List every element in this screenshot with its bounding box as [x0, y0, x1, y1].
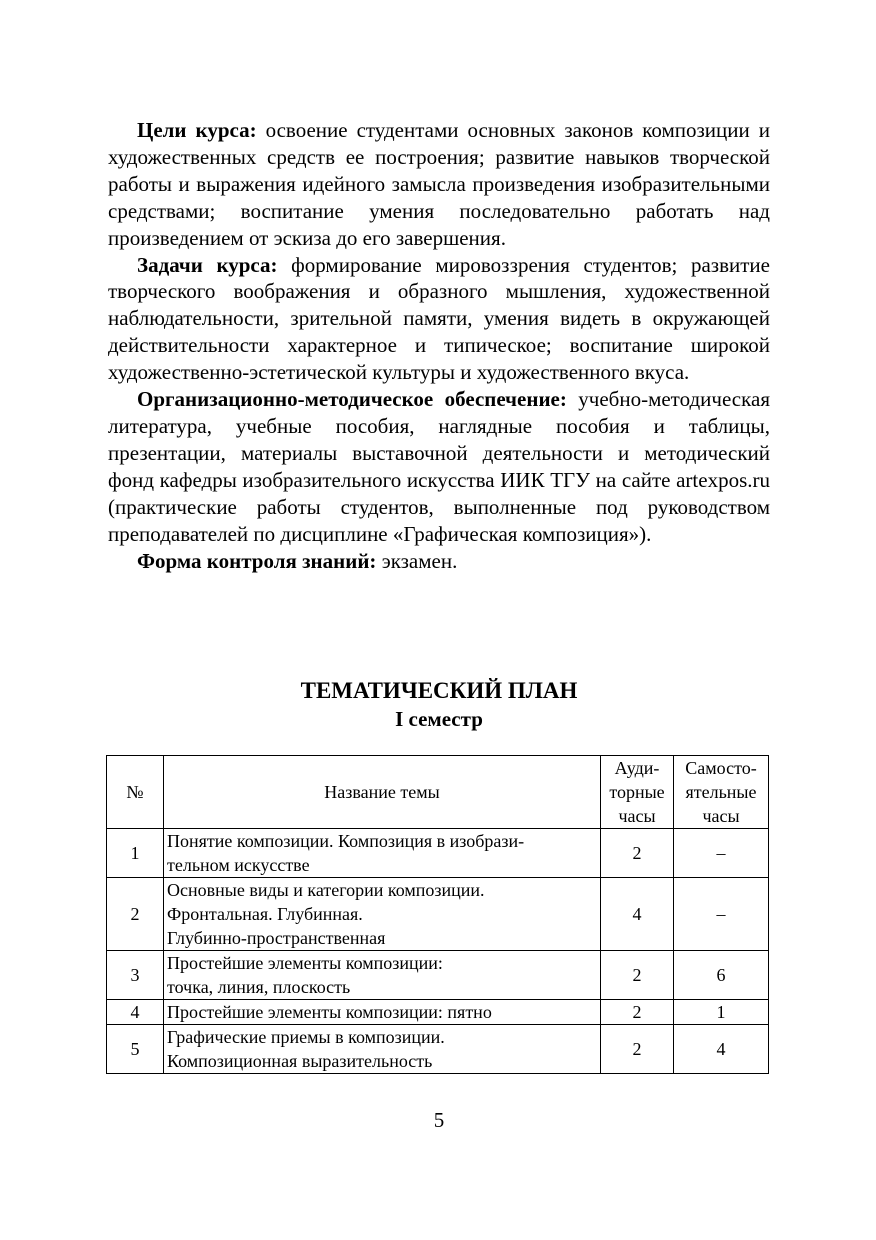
header-num: №	[107, 756, 164, 829]
goals-label: Цели курса:	[137, 118, 257, 142]
row-independent-hours: –	[674, 878, 769, 951]
table-row	[107, 1000, 769, 1025]
goals-text: освоение студентами основных законов композиции и художественных средств ее построения; развитие навыков творческой работы и выражения идейного замысла произведения изобразительными средствами; воспитание умения последовательно работать над произведением от эскиза до его завершения.	[108, 118, 770, 250]
row-topic-line: Основные виды и категории композиции.	[167, 880, 485, 900]
row-topic	[164, 951, 601, 1000]
row-topic-line: Простейшие элементы композиции:	[167, 953, 443, 973]
row-topic	[164, 829, 601, 878]
control-label: Форма контроля знаний:	[137, 548, 377, 573]
support-text: учебно-методическая литература, учебные пособия, наглядные пособия и таблицы, презентации, материалы выставочной деятельности и методический фонд кафедры изобразительного искусства ИИК ТГУ на сайте artexpos.ru (практические работы студентов, выполненные под руководством преподавателей по дисциплине «Графическая композиция»).	[108, 387, 770, 546]
table-header-row	[107, 756, 769, 829]
header-independent-hours	[674, 756, 769, 829]
row-number: 2	[107, 878, 164, 951]
row-number: 3	[107, 951, 164, 1000]
row-number: 1	[107, 829, 164, 878]
tasks-text: формирование мировоззрения студентов; развитие творческого воображения и образного мышления, художественной наблюдательности, зрительной памяти, умения видеть в окружающей действительности характерное и типическое; воспитание широкой художественно-эстетической культуры и художественного вкуса.	[108, 252, 770, 385]
course-description	[108, 117, 770, 574]
header-auditory-line-2: торные	[609, 782, 665, 802]
row-topic-line: Понятие композиции. Композиция в изобрази-	[167, 831, 525, 851]
header-topic: Название темы	[164, 756, 601, 829]
plan-title: ТЕМАТИЧЕСКИЙ ПЛАН	[300, 678, 578, 703]
paragraph-goals	[108, 117, 770, 252]
row-independent-hours: 1	[674, 1000, 769, 1025]
row-auditory-hours: 2	[601, 1000, 674, 1025]
tasks-label: Задачи курса:	[137, 252, 278, 277]
header-auditory-hours	[601, 756, 674, 829]
row-auditory-hours: 4	[601, 878, 674, 951]
table-row	[107, 878, 769, 951]
header-independent-line-2: ятельные	[685, 782, 757, 802]
header-auditory-line-1: Ауди-	[614, 758, 660, 778]
row-independent-hours: 6	[674, 951, 769, 1000]
header-independent-line-1: Самосто-	[685, 758, 757, 778]
row-topic-line: Графические приемы в композиции.	[167, 1027, 445, 1047]
row-topic	[164, 1000, 601, 1025]
row-topic-line: точка, линия, плоскость	[167, 977, 351, 997]
paragraph-tasks	[108, 252, 770, 387]
row-auditory-hours: 2	[601, 1025, 674, 1074]
table-body	[107, 829, 769, 1074]
header-independent-line-3: часы	[702, 806, 740, 826]
thematic-plan-table	[106, 755, 769, 1074]
row-topic-line: Фронтальная. Глубинная.	[167, 904, 363, 924]
table-row	[107, 829, 769, 878]
paragraph-control	[108, 548, 770, 575]
row-topic-line: Глубинно-пространственная	[167, 928, 386, 948]
paragraph-support	[108, 386, 770, 547]
header-auditory-line-3: часы	[618, 806, 656, 826]
row-topic	[164, 878, 601, 951]
page-number: 5	[433, 1108, 445, 1132]
row-independent-hours: –	[674, 829, 769, 878]
row-auditory-hours: 2	[601, 829, 674, 878]
row-topic-line: Простейшие элементы композиции: пятно	[167, 1002, 492, 1022]
row-topic-line: Композиционная выразительность	[167, 1051, 433, 1071]
row-topic-line: тельном искусстве	[167, 855, 310, 875]
row-number: 5	[107, 1025, 164, 1074]
control-text: экзамен.	[376, 548, 458, 573]
support-label: Организационно-методическое обеспечение:	[137, 387, 567, 412]
row-independent-hours: 4	[674, 1025, 769, 1074]
row-auditory-hours: 2	[601, 951, 674, 1000]
table-row	[107, 1025, 769, 1074]
table-row	[107, 951, 769, 1000]
row-topic	[164, 1025, 601, 1074]
row-number: 4	[107, 1000, 164, 1025]
plan-subtitle: I семестр	[395, 707, 483, 731]
